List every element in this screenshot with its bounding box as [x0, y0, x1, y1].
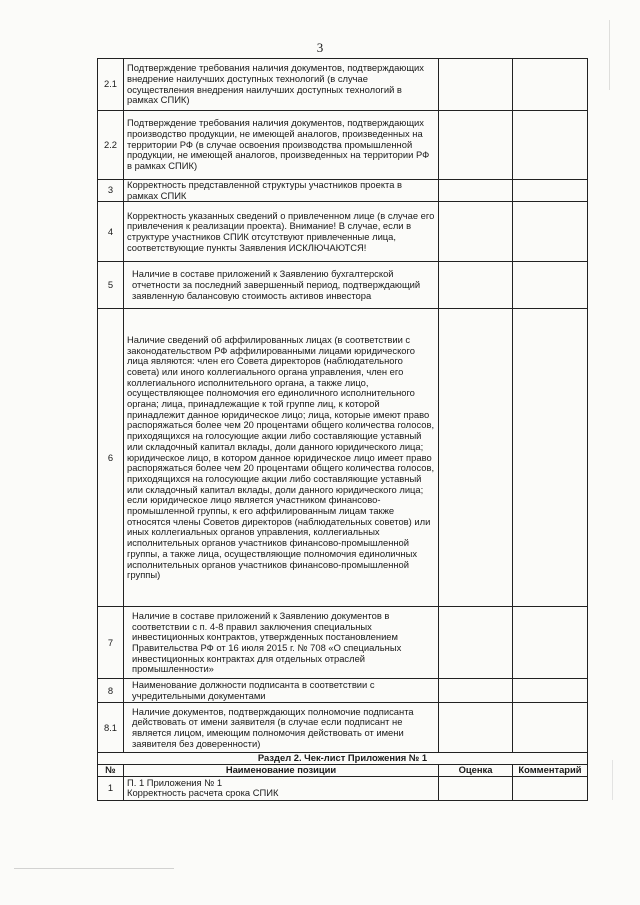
- row-number: 6: [98, 309, 124, 607]
- score-cell[interactable]: [439, 607, 513, 679]
- scan-artifact: [612, 760, 613, 800]
- score-cell[interactable]: [439, 679, 513, 703]
- table-row: [98, 679, 588, 703]
- section-title: Раздел 2. Чек-лист Приложения № 1: [98, 753, 588, 765]
- score-cell[interactable]: [439, 111, 513, 180]
- comment-cell[interactable]: [513, 59, 588, 111]
- comment-cell[interactable]: [513, 262, 588, 309]
- header-number: №: [98, 765, 124, 777]
- comment-cell[interactable]: [513, 180, 588, 202]
- row-description: Наличие документов, подтверждающих полномочие подписанта действовать от имени заявителя (в случае если подписант не является лицом, имеющим полномочия действовать от имени заявителя без доверенности): [124, 703, 439, 753]
- comment-cell[interactable]: [513, 776, 588, 800]
- row-description-line: Корректность расчета срока СПИК: [127, 787, 279, 799]
- row-number: 1: [98, 776, 124, 800]
- row-description: Подтверждение требования наличия документов, подтверждающих производство продукции, не имеющей аналогов, произведенных на территории РФ (в случае освоения производства промышленной продукции, не имеющей аналогов, произведенных на территории РФ в рамках СПИК): [124, 111, 439, 180]
- score-cell[interactable]: [439, 59, 513, 111]
- score-cell[interactable]: [439, 776, 513, 800]
- header-position-name: Наименование позиции: [124, 765, 439, 777]
- row-description: [124, 776, 439, 800]
- table-row: [98, 309, 588, 607]
- row-description: Подтверждение требования наличия документов, подтверждающих внедрение наилучших доступных технологий (в случае осуществления внедрения наилучших доступных технологий в рамках СПИК): [124, 59, 439, 111]
- comment-cell[interactable]: [513, 703, 588, 753]
- comment-cell[interactable]: [513, 111, 588, 180]
- row-number: 8.1: [98, 703, 124, 753]
- row-description: Наличие в составе приложений к Заявлению бухгалтерской отчетности за последний завершенный период, подтверждающий заявленную балансовую стоимость активов инвестора: [124, 262, 439, 309]
- comment-cell[interactable]: [513, 607, 588, 679]
- table-row: [98, 703, 588, 753]
- row-number: 2.2: [98, 111, 124, 180]
- score-cell[interactable]: [439, 262, 513, 309]
- table-row: [98, 776, 588, 800]
- row-number: 3: [98, 180, 124, 202]
- row-number: 7: [98, 607, 124, 679]
- table-row: [98, 262, 588, 309]
- row-number: 5: [98, 262, 124, 309]
- comment-cell[interactable]: [513, 679, 588, 703]
- section-heading-row: [98, 753, 588, 765]
- header-comment: Комментарий: [513, 765, 588, 777]
- score-cell[interactable]: [439, 703, 513, 753]
- table-row: [98, 59, 588, 111]
- page-number: 3: [316, 40, 324, 55]
- row-description: Наименование должности подписанта в соответствии с учредительными документами: [124, 679, 439, 703]
- row-description: Корректность представленной структуры участников проекта в рамках СПИК: [124, 180, 439, 202]
- table-row: [98, 202, 588, 262]
- row-description: Наличие сведений об аффилированных лицах (в соответствии с законодательством РФ аффилированными лицами юридического лица являются: член его Совета директоров (наблюдательного совета) или иного коллегиального органа управления, член его коллегиального исполнительного органа, а также лицо, осуществляющее полномочия его единоличного исполнительного органа; лица, принадлежащие к той группе лиц, к которой принадлежит данное юридическое лицо; лица, которые имеют право распоряжаться более чем 20 процентами общего количества голосов, приходящихся на голосующие акции либо составляющие уставный или складочный капитал вклады, доли данного юридического лица; юридическое лицо, в котором данное юридическое лицо имеет право распоряжаться более чем 20 процентами общего количества голосов, приходящихся на голосующие акции либо составляющие уставный или складочный капитал вклады, доли данного юридического лица; если юридическое лицо является участником финансово-промышленной группы, к его аффилированным лицам также относятся члены Советов директоров (наблюдательных советов) или иных коллегиальных органов управления, коллегиальных исполнительных органов участников финансово-промышленной группы, а также лица, осуществляющие полномочия единоличных исполнительных органов участников финансово-промышленной группы): [124, 309, 439, 607]
- checklist-table: [97, 58, 588, 801]
- table-row: [98, 180, 588, 202]
- table-header-row: [98, 765, 588, 777]
- score-cell[interactable]: [439, 202, 513, 262]
- score-cell[interactable]: [439, 309, 513, 607]
- row-number: 8: [98, 679, 124, 703]
- table-row: [98, 111, 588, 180]
- scan-artifact: [14, 868, 174, 869]
- row-number: 4: [98, 202, 124, 262]
- row-description: Наличие в составе приложений к Заявлению документов в соответствии с п. 4-8 правил заключения специальных инвестиционных контрактов, утвержденных постановлением Правительства РФ от 16 июля 2015 г. № 708 «О специальных инвестиционных контрактах для отдельных отраслей промышленности»: [124, 607, 439, 679]
- table-row: [98, 607, 588, 679]
- comment-cell[interactable]: [513, 309, 588, 607]
- row-number: 2.1: [98, 59, 124, 111]
- score-cell[interactable]: [439, 180, 513, 202]
- scan-artifact: [609, 20, 610, 90]
- row-description: Корректность указанных сведений о привлеченном лице (в случае его привлечения к реализации проекта). Внимание! В случае, если в структуре участников СПИК отсутствуют привлеченные лица, соответствующие пункты Заявления ИСКЛЮЧАЮТСЯ!: [124, 202, 439, 262]
- comment-cell[interactable]: [513, 202, 588, 262]
- header-score: Оценка: [439, 765, 513, 777]
- row-description-line: П. 1 Приложения № 1: [127, 776, 223, 788]
